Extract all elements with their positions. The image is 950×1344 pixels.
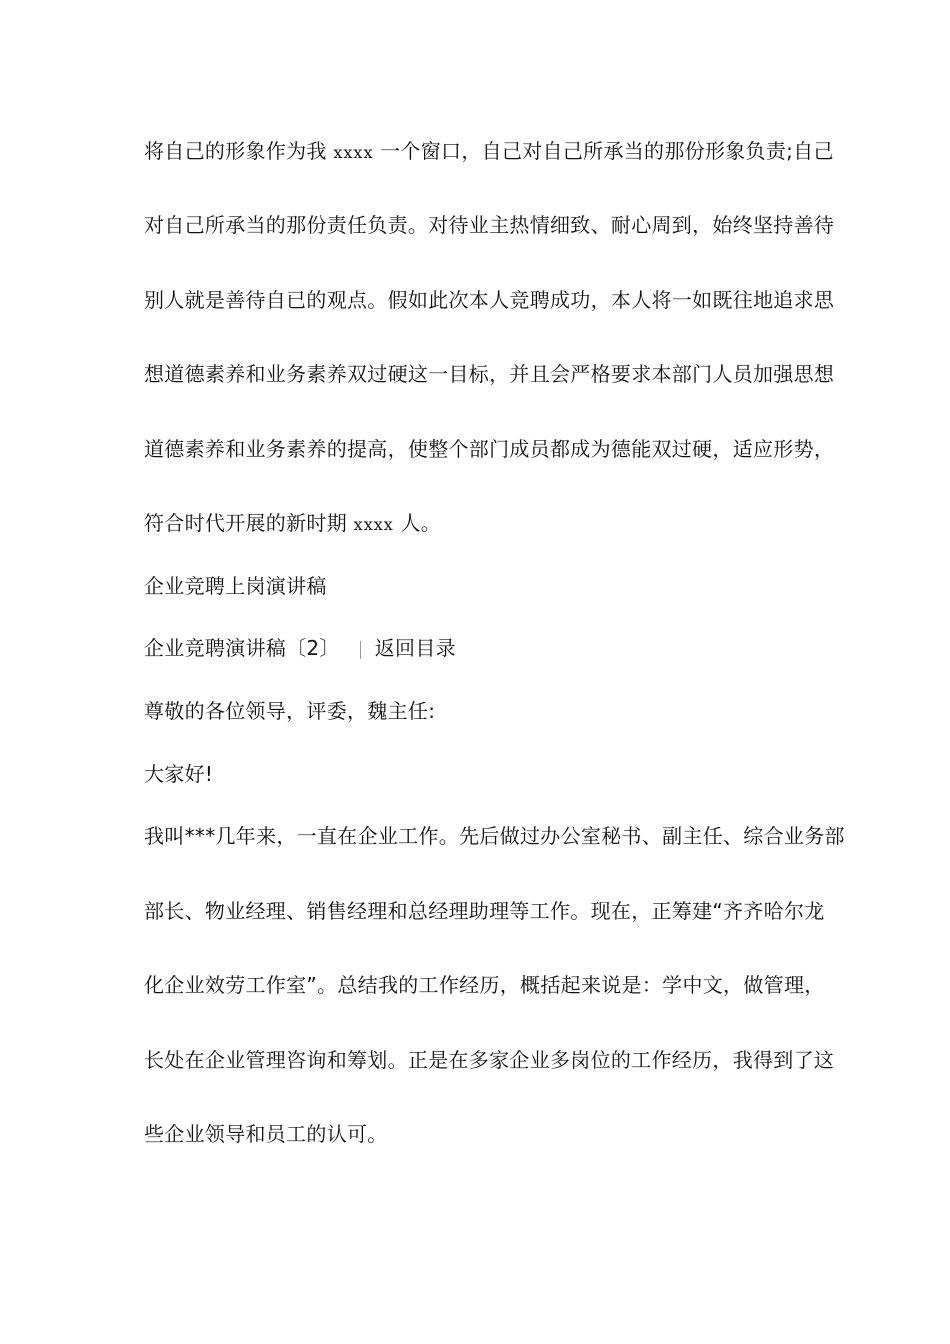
paragraph-1-line-5: 道德素养和业务素养的提高，使整个部门成员都成为德能双过硬，适应形势， — [144, 437, 835, 461]
paragraph-2-line-5: 些企业领导和员工的认可。 — [144, 1122, 388, 1146]
nav-row — [144, 635, 456, 661]
paragraph-1-line-3: 别人就是善待自已的观点。假如此次本人竞聘成功，本人将一如既往地追求思 — [144, 288, 835, 312]
placeholder-text: xxxx — [353, 515, 394, 534]
paragraph-1-line-4: 想道德素养和业务素养双过硬这一目标，并且会严格要求本部门人员加强思想 — [144, 362, 835, 386]
text-segment: 一个窗口，自己对自己所承当的那份形象负责;自己 — [380, 139, 834, 163]
back-to-toc-link[interactable]: 返回目录 — [374, 636, 456, 660]
nav-heading: 企业竞聘演讲稿〔2〕 — [144, 636, 340, 660]
paragraph-1-line-2: 对自己所承当的那份责任负责。对待业主热情细致、耐心周到，始终坚持善待 — [144, 213, 835, 237]
paragraph-2-line-1: 我叫***几年来，一直在企业工作。先后做过办公室秘书、副主任、综合业务部 — [144, 824, 845, 848]
greeting: 尊敬的各位领导，评委，魏主任: — [144, 699, 436, 723]
placeholder-text: xxxx — [333, 143, 374, 162]
nav-divider — [360, 641, 361, 659]
paragraph-2-line-2: 部长、物业经理、销售经理和总经理助理等工作。现在，正筹建“齐齐哈尔龙 — [144, 899, 825, 923]
paragraph-2-line-4: 长处在企业管理咨询和筹划。正是在多家企业多岗位的工作经历，我得到了这 — [144, 1048, 835, 1072]
text-segment: 人。 — [400, 511, 442, 535]
hello: 大家好! — [144, 762, 214, 786]
section-title: 企业竞聘上岗演讲稿 — [144, 574, 327, 598]
paragraph-1-line-1 — [144, 138, 834, 166]
paragraph-1-line-6 — [144, 510, 441, 538]
text-segment: 符合时代开展的新时期 — [144, 511, 347, 535]
text-segment: 将自己的形象作为我 — [144, 139, 327, 163]
paragraph-2-line-3: 化企业效劳工作室”。总结我的工作经历，概括起来说是：学中文，做管理， — [144, 973, 825, 997]
